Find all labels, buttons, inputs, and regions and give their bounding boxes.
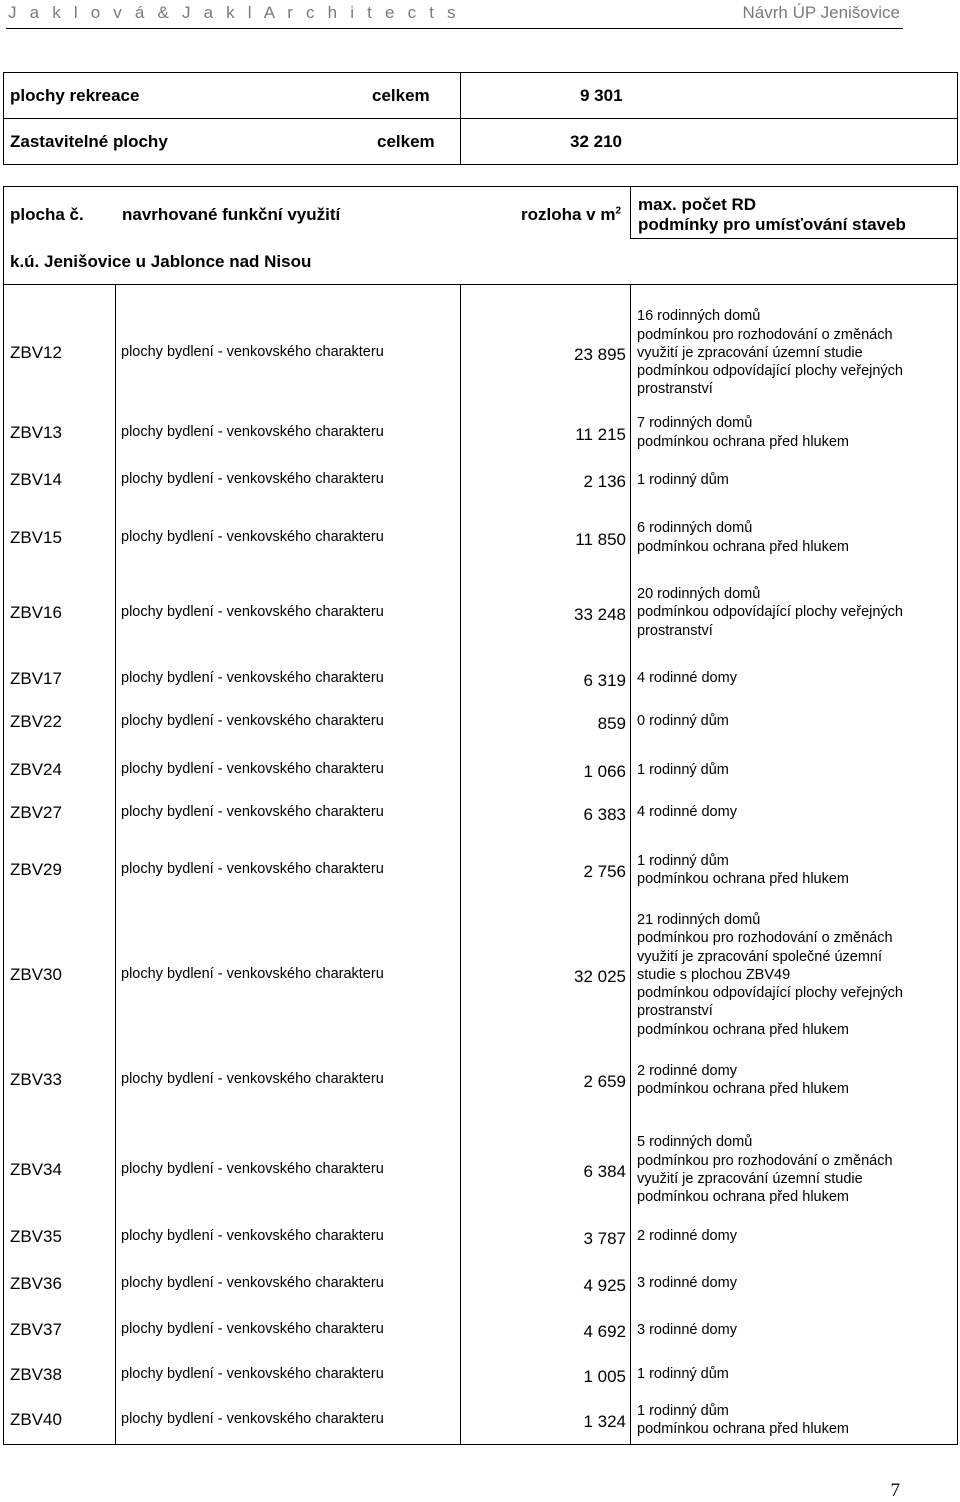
row-id: ZBV33 [10, 1070, 62, 1089]
row-condition-line: studie s plochou ZBV49 [637, 966, 791, 983]
row-use: plochy bydlení - venkovského charakteru [121, 344, 384, 360]
row-condition-line: 4 rodinné domy [637, 670, 737, 687]
row-condition-line: 4 rodinné domy [637, 804, 737, 821]
row-area: 6 384 [583, 1162, 626, 1181]
row-condition-line: podmínkou odpovídající plochy veřejných [637, 363, 903, 380]
row-condition-line: podmínkou pro rozhodování o změnách [637, 1152, 893, 1169]
row-condition-line: 7 rodinných domů [637, 415, 753, 432]
row-id: ZBV30 [10, 965, 62, 984]
row-id: ZBV38 [10, 1364, 62, 1384]
row-condition-line: podmínkou ochrana před hlukem [637, 1421, 849, 1437]
header-rule [6, 28, 903, 29]
row-id: ZBV15 [10, 527, 62, 547]
row-condition-line: podmínkou ochrana před hlukem [637, 1189, 849, 1206]
row-area: 2 659 [583, 1072, 626, 1091]
row-id: ZBV17 [10, 668, 62, 688]
header-col-divider [630, 186, 631, 238]
row-area: 3 787 [583, 1228, 626, 1248]
row-condition-line: podmínkou ochrana před hlukem [637, 1021, 849, 1038]
row-condition-line: využití je zpracování územní studie [637, 344, 863, 361]
col-header-area [521, 205, 621, 225]
row-use: plochy bydlení - venkovského charakteru [121, 966, 384, 982]
row-condition-line: podmínkou ochrana před hlukem [637, 1081, 849, 1097]
row-condition-line: podmínkou ochrana před hlukem [637, 871, 849, 887]
row-area: 6 319 [583, 670, 626, 690]
row-use: plochy bydlení - venkovského charakteru [121, 669, 384, 686]
row-area: 1 324 [583, 1412, 626, 1431]
col-header-max: max. počet RD [638, 195, 757, 214]
summary-value: 32 210 [570, 132, 622, 151]
row-area: 1 005 [583, 1366, 626, 1386]
row-use: plochy bydlení - venkovského charakteru [121, 1365, 384, 1382]
row-use: plochy bydlení - venkovského charakteru [121, 1411, 384, 1427]
body-col-divider [115, 284, 116, 1445]
row-use: plochy bydlení - venkovského charakteru [121, 603, 384, 620]
summary-value: 9 301 [580, 86, 623, 105]
section-divider [3, 284, 958, 285]
row-use: plochy bydlení - venkovského charakteru [121, 803, 384, 820]
col-header-conditions: podmínky pro umísťování staveb [638, 215, 906, 234]
col-header-area-text: rozloha v m [521, 205, 616, 224]
row-condition-line: 20 rodinných domů [637, 586, 761, 603]
row-condition-line: využití je zpracování společné územní [637, 948, 883, 965]
row-condition-line: 6 rodinných domů [637, 520, 753, 537]
row-condition-line: 3 rodinné domy [637, 1321, 737, 1338]
row-condition-line: podmínkou ochrana před hlukem [637, 433, 849, 450]
row-use: plochy bydlení - venkovského charakteru [121, 528, 384, 545]
row-condition-line: 0 rodinný dům [637, 713, 729, 730]
row-use: plochy bydlení - venkovského charakteru [121, 471, 384, 487]
row-area: 2 136 [583, 472, 626, 491]
row-condition-line: podmínkou pro rozhodování o změnách [637, 930, 893, 947]
row-condition-line: 2 rodinné domy [637, 1228, 737, 1245]
row-condition-line: 1 rodinný dům [637, 761, 729, 778]
section-title: k.ú. Jenišovice u Jablonce nad Nisou [10, 252, 312, 271]
row-condition-line: podmínkou ochrana před hlukem [637, 538, 849, 555]
row-condition-line: prostranství [637, 622, 713, 639]
col-header-id: plocha č. [10, 205, 84, 224]
row-id: ZBV12 [10, 343, 62, 362]
row-use: plochy bydlení - venkovského charakteru [121, 1274, 384, 1291]
body-col-divider [460, 284, 461, 1445]
row-use: plochy bydlení - venkovského charakteru [121, 761, 384, 777]
row-condition-line: 1 rodinný dům [637, 1366, 729, 1383]
row-condition-line: prostranství [637, 381, 713, 398]
row-area: 11 850 [575, 529, 626, 549]
row-condition-line: prostranství [637, 1003, 713, 1020]
header-company: J a k l o v á & J a k l A r c h i t e c t s [8, 3, 460, 22]
row-condition-line: 3 rodinné domy [637, 1275, 737, 1292]
row-area: 6 383 [583, 804, 626, 824]
header-document-title: Návrh ÚP Jenišovice [742, 3, 900, 22]
row-id: ZBV14 [10, 470, 62, 489]
summary-label: plochy rekreace [10, 86, 140, 105]
col-header-area-sup: 2 [615, 205, 622, 217]
row-condition-line: podmínkou odpovídající plochy veřejných [637, 604, 903, 621]
row-condition-line: podmínkou odpovídající plochy veřejných [637, 985, 903, 1002]
row-use: plochy bydlení - venkovského charakteru [121, 1161, 384, 1177]
row-id: ZBV13 [10, 422, 62, 442]
page-number: 7 [890, 1480, 900, 1501]
row-use: plochy bydlení - venkovského charakteru [121, 712, 384, 729]
row-condition-line: 16 rodinných domů [637, 308, 761, 325]
body-col-divider [630, 284, 631, 1445]
row-area: 23 895 [574, 345, 626, 364]
summary-label: Zastavitelné plochy [10, 132, 168, 151]
row-condition-line: podmínkou pro rozhodování o změnách [637, 326, 893, 343]
col-header-use: navrhované funkční využití [122, 205, 341, 224]
row-condition-line: 1 rodinný dům [637, 1402, 729, 1419]
row-id: ZBV16 [10, 602, 62, 622]
row-condition-line: 1 rodinný dům [637, 471, 729, 488]
row-area: 32 025 [574, 967, 626, 986]
row-area: 1 066 [583, 762, 626, 781]
row-condition-line: využití je zpracování územní studie [637, 1171, 863, 1187]
row-id: ZBV22 [10, 711, 62, 731]
summary-total-label: celkem [377, 132, 435, 151]
row-area: 11 215 [575, 424, 626, 444]
row-id: ZBV29 [10, 860, 62, 879]
row-use: plochy bydlení - venkovského charakteru [121, 1071, 384, 1087]
row-area: 33 248 [574, 604, 626, 624]
row-id: ZBV34 [10, 1160, 62, 1179]
row-use: plochy bydlení - venkovského charakteru [121, 423, 384, 440]
row-condition-line: 1 rodinný dům [637, 852, 729, 869]
row-area: 4 692 [583, 1322, 626, 1341]
summary-total-label: celkem [372, 86, 430, 105]
row-area: 859 [597, 713, 626, 733]
row-id: ZBV35 [10, 1226, 62, 1246]
header-divider-right [630, 238, 958, 239]
row-id: ZBV27 [10, 802, 62, 822]
row-id: ZBV40 [10, 1410, 62, 1429]
row-use: plochy bydlení - venkovského charakteru [121, 1321, 384, 1337]
row-condition-line: 5 rodinných domů [637, 1134, 753, 1151]
row-id: ZBV36 [10, 1273, 62, 1293]
summary-divider [3, 118, 958, 119]
row-area: 4 925 [583, 1275, 626, 1295]
row-area: 2 756 [583, 862, 626, 881]
row-id: ZBV37 [10, 1320, 62, 1339]
row-use: plochy bydlení - venkovského charakteru [121, 1227, 384, 1244]
summary-col-divider [460, 72, 461, 165]
row-condition-line: 2 rodinné domy [637, 1062, 737, 1079]
row-id: ZBV24 [10, 760, 62, 779]
row-use: plochy bydlení - venkovského charakteru [121, 861, 384, 877]
row-condition-line: 21 rodinných domů [637, 911, 761, 928]
